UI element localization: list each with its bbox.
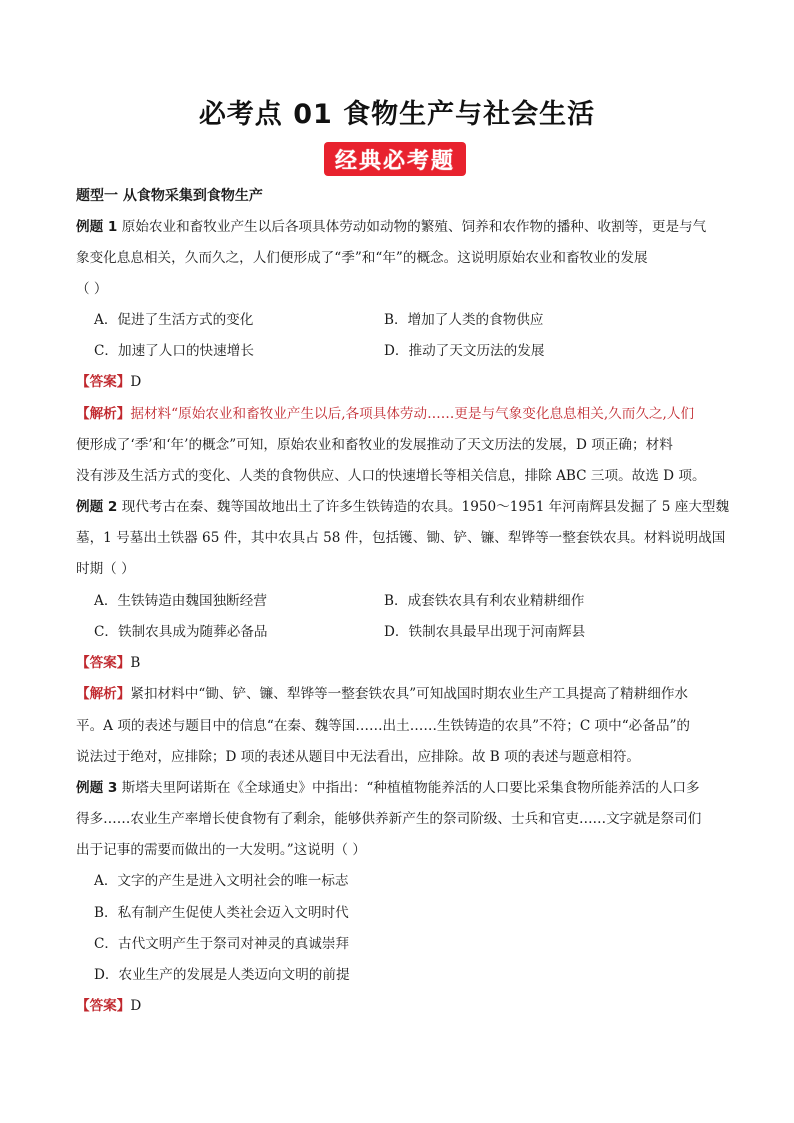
q1-analysis-line-2: 便形成了‘季’和‘年’的概念”可知，原始农业和畜牧业的发展推动了天文历法的发展，D 项正确；材料 (76, 437, 673, 453)
q2-analysis-text-1: 紧扣材料中“锄、铲、镰、犁铧等一整套铁农具”可知战国时期农业生产工具提高了精耕细作水 (130, 686, 689, 702)
q1-analysis-line-3: 没有涉及生活方式的变化、人类的食物供应、人口的快速增长等相关信息，排除 ABC 三项。故选 D 项。 (76, 468, 706, 484)
q1-stem-line-3: （ ） (76, 281, 108, 297)
q2-analysis-tag: 【解析】 (76, 686, 131, 702)
q2-option-d: D．铁制农具最早出现于河南辉县 (384, 624, 586, 640)
q3-stem-line-1 (76, 778, 726, 798)
q2-label: 例题 2 (76, 499, 118, 515)
q1-answer-value: D (130, 374, 142, 390)
q2-analysis-line-2: 平。A 项的表述与题目中的信息“在秦、魏等国……出土……生铁铸造的农具”不符；C 项中“必备品”的 (76, 718, 690, 734)
q1-option-a: A．促进了生活方式的变化 (94, 312, 254, 328)
q2-stem-line-3: 时期（ ） (76, 561, 135, 577)
page-title: 必考点 01 食物生产与社会生活 (198, 99, 596, 130)
q1-option-b: B．增加了人类的食物供应 (384, 312, 544, 328)
q2-analysis-line-1 (76, 684, 726, 704)
q3-option-c: C．古代文明产生于祭司对神灵的真诚崇拜 (94, 936, 350, 952)
q2-option-a: A．生铁铸造由魏国独断经营 (94, 593, 267, 609)
q1-answer (76, 372, 726, 392)
q3-text-1: 斯塔夫里阿诺斯在《全球通史》中指出：“种植植物能养活的人口要比采集食物所能养活的人口多 (121, 780, 700, 796)
q3-option-d: D．农业生产的发展是人类迈向文明的前提 (94, 967, 350, 983)
q2-analysis-line-3: 说法过于绝对，应排除；D 项的表述从题目中无法看出，应排除。故 B 项的表述与题意相符。 (76, 749, 641, 765)
badge-label: 经典必考题 (334, 148, 455, 174)
classic-questions-badge (324, 142, 466, 176)
q1-answer-tag: 【答案】 (76, 374, 131, 390)
q1-option-d: D．推动了天文历法的发展 (384, 343, 545, 359)
q2-stem-line-1 (76, 497, 730, 517)
q3-label: 例题 3 (76, 780, 118, 796)
q1-analysis-line-1 (76, 404, 726, 424)
q3-answer-value: D (130, 998, 142, 1014)
q1-analysis-text-1: 据材料“原始农业和畜牧业产生以后,各项具体劳动……更是与气象变化息息相关,久而久之,人们 (130, 406, 695, 422)
q1-option-c: C．加速了人口的快速增长 (94, 343, 254, 359)
q1-label: 例题 1 (76, 219, 118, 235)
q1-text-1: 原始农业和畜牧业产生以后各项具体劳动如动物的繁殖、饲养和农作物的播种、收割等，更是与气 (121, 219, 707, 235)
q2-option-c: C．铁制农具成为随葬必备品 (94, 624, 268, 640)
q1-stem-line-1 (76, 217, 726, 237)
q2-answer-tag: 【答案】 (76, 655, 131, 671)
q3-stem-line-2: 得多……农业生产率增长使食物有了剩余，能够供养新产生的祭司阶级、士兵和官吏……文字就是祭司们 (76, 811, 702, 827)
q1-analysis-tag: 【解析】 (76, 406, 131, 422)
q2-text-1: 现代考古在秦、魏等国故地出土了许多生铁铸造的农具。1950～1951 年河南辉县发掘了 5 座大型魏 (121, 499, 730, 515)
section-heading: 题型一 从食物采集到食物生产 (76, 188, 263, 204)
q3-answer (76, 996, 726, 1016)
q2-option-b: B．成套铁农具有利农业精耕细作 (384, 593, 585, 609)
q2-answer-value: B (130, 655, 141, 671)
q3-stem-line-3: 出于记事的需要而做出的一大发明。”这说明（ ） (76, 842, 366, 858)
q2-stem-line-2: 墓，1 号墓出土铁器 65 件，其中农具占 58 件，包括镬、锄、铲、镰、犁铧等一整套铁农具。材料说明战国 (76, 530, 726, 546)
q3-answer-tag: 【答案】 (76, 998, 131, 1014)
q3-option-b: B．私有制产生促使人类社会迈入文明时代 (94, 905, 349, 921)
q3-option-a: A．文字的产生是进入文明社会的唯一标志 (94, 873, 349, 889)
q1-stem-line-2: 象变化息息相关，久而久之，人们便形成了“季”和“年”的概念。这说明原始农业和畜牧业的发展 (76, 250, 648, 266)
q2-answer (76, 653, 726, 673)
